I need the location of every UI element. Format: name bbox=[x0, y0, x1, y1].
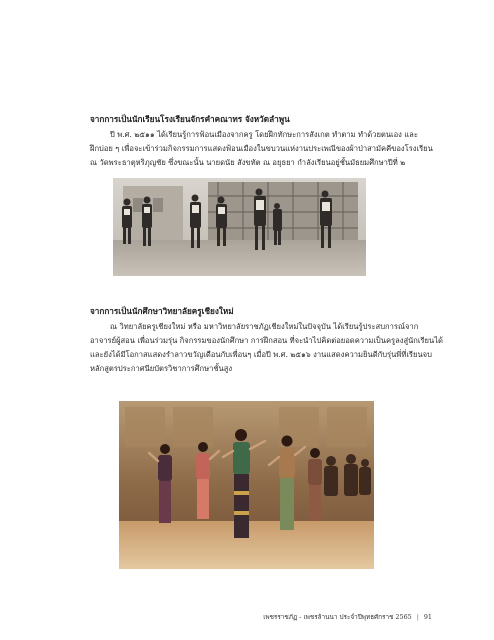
paragraph-line: ณ วัดพระธาตุหริภุญชัย ซึ่งขณะนั้น นายดนัย สังขทัต ณ อยุธยา กำลังเรียนอยู่ชั้นมัธยมศึกษาปีที่ ๒ bbox=[90, 158, 406, 167]
paragraph-line: ปี พ.ศ. ๒๕๑๑ ได้เรียนรู้การฟ้อนเมืองจากครู โดยฝึกทักษะการสังเกต ทำตาม ทำด้วยตนเอง และ bbox=[110, 130, 418, 139]
page-footer bbox=[263, 612, 432, 622]
section-heading-college: จากการเป็นนักศึกษาวิทยาลัยครูเชียงใหม่ bbox=[90, 306, 234, 316]
section-paragraph-college bbox=[90, 320, 450, 376]
footer-page-number: 91 bbox=[423, 613, 432, 621]
footer-separator: | bbox=[416, 613, 419, 621]
section-heading-school: จากการเป็นนักเรียนโรงเรียนจักรคำคณาทร จังหวัดลำพูน bbox=[90, 114, 290, 124]
photo-school-dance bbox=[113, 178, 366, 276]
footer-publication: เพชรราชภัฏ - เพชรล้านนา ประจำปีพุทธศักราช 2565 bbox=[263, 613, 412, 621]
paragraph-line: ฝึกบ่อย ๆ เพื่อจะเข้าร่วมกิจกรรมการแสดงฟ้อนเมืองในขบวนแห่งานประเพณีของผ้าป่าสามัคคีของโรงเรียน bbox=[90, 144, 433, 153]
photo-college-dance bbox=[119, 401, 374, 569]
paragraph-line: หลักสูตรประกาศนียบัตรวิชาการศึกษาชั้นสูง bbox=[90, 364, 233, 373]
paragraph-line: ณ วิทยาลัยครูเชียงใหม่ หรือ มหาวิทยาลัยราชภัฏเชียงใหม่ในปัจจุบัน ได้เรียนรู้ประสบการณ์จาก bbox=[110, 322, 419, 331]
photo-college-dance-image bbox=[119, 401, 374, 569]
paragraph-line: อาจารย์ผู้สอน เพื่อนร่วมรุ่น กิจกรรมของนักศึกษา การฝึกสอน ที่จะนำไปคิดต่อยอดความเป็นครูลงสู่นักเรียนได้ bbox=[90, 336, 443, 345]
photo-school-dance-image bbox=[113, 178, 366, 276]
paragraph-line: และยังได้มีโอกาสแสดงรำลาวขวัญเดือนกับเพื่อนๆ เมื่อปี พ.ศ. ๒๕๑๖ งานแสดงความยินดีกับรุ่นพี่ที่เรียนจบ bbox=[90, 350, 432, 359]
section-paragraph-school bbox=[90, 128, 450, 170]
